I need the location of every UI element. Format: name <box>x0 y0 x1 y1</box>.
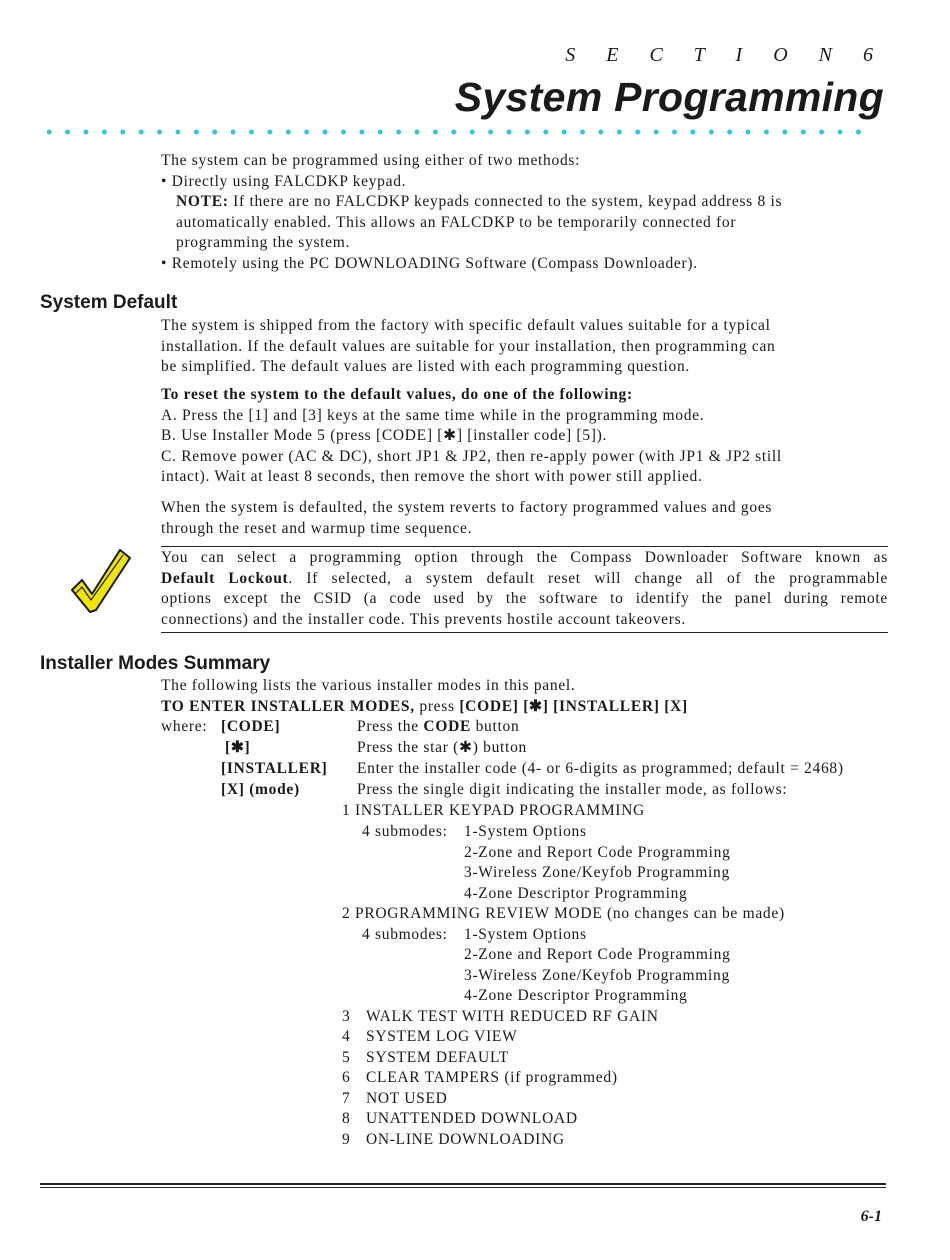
enter-press: press <box>414 697 460 715</box>
reset-step: A. Press the [1] and [3] keys at the same time while in the programming mode. <box>161 406 705 424</box>
enter-instruction <box>161 697 887 718</box>
note-box-line: You can select a programming option through the Compass Downloader Software known as <box>161 549 888 566</box>
note-line <box>161 192 887 213</box>
paragraph-line: through the reset and warmup time sequence. <box>161 519 473 537</box>
mode-number: 5 <box>342 1049 351 1066</box>
enter-keys: [CODE] [✱] [INSTALLER] [X] <box>459 697 688 715</box>
submode-item: 4-Zone Descriptor Programming <box>464 987 688 1004</box>
submode-item: 1-System Options <box>464 823 587 840</box>
intro-section <box>161 151 887 275</box>
desc-text: Press the <box>357 718 424 735</box>
key-installer: [INSTALLER] <box>221 760 328 777</box>
mode-label: ON-LINE DOWNLOADING <box>366 1131 565 1148</box>
submodes-label: 4 submodes: <box>362 823 448 840</box>
bullet-remote: • Remotely using the PC DOWNLOADING Software (Compass Downloader). <box>161 254 698 272</box>
submode-item: 4-Zone Descriptor Programming <box>464 885 688 902</box>
default-lockout-note <box>161 546 888 633</box>
submode-item: 3-Wireless Zone/Keyfob Programming <box>464 864 730 881</box>
note-label: NOTE: <box>176 193 229 211</box>
where-label: where: <box>161 718 208 735</box>
reset-heading: To reset the system to the default values, do one of the following: <box>161 386 633 403</box>
reset-step: intact). Wait at least 8 seconds, then remove the short with power still applied. <box>161 468 703 486</box>
mode-label: SYSTEM DEFAULT <box>366 1049 509 1066</box>
page-number: 6-1 <box>860 1208 882 1225</box>
note-box-line: options except the CSID (a code used by the software to identify the panel during remote <box>161 590 888 608</box>
system-default-heading: System Default <box>40 292 178 313</box>
note-line: programming the system. <box>176 234 351 252</box>
note-text: If there are no FALCDKP keypads connected to the system, keypad address 8 is <box>228 193 783 211</box>
page-title: System Programming <box>454 74 884 120</box>
reset-step: C. Remove power (AC & DC), short JP1 & JP2, then re-apply power (with JP1 & JP2 still <box>161 447 782 465</box>
note-box-line <box>161 569 888 590</box>
key-star: [✱] <box>225 739 251 756</box>
note-box-line: connections) and the installer code. This prevents hostile account takeovers. <box>161 610 686 628</box>
mode-item-1: 1 INSTALLER KEYPAD PROGRAMMING <box>342 802 645 819</box>
mode-item-2: 2 PROGRAMMING REVIEW MODE (no changes can be made) <box>342 905 785 922</box>
key-star-desc: Press the star (✱) button <box>357 739 527 756</box>
paragraph-line: When the system is defaulted, the system reverts to factory programmed values and goes <box>161 499 773 516</box>
desc-bold: CODE <box>423 718 472 735</box>
installer-modes-intro <box>161 676 887 717</box>
submodes-label: 4 submodes: <box>362 926 448 943</box>
key-installer-desc: Enter the installer code (4- or 6-digits as programmed; default = 2468) <box>357 760 844 777</box>
mode-label: WALK TEST WITH REDUCED RF GAIN <box>366 1008 659 1025</box>
footer-rule <box>40 1183 886 1185</box>
mode-label: CLEAR TAMPERS (if programmed) <box>366 1069 618 1086</box>
mode-number: 9 <box>342 1131 351 1148</box>
submode-item: 2-Zone and Report Code Programming <box>464 946 731 963</box>
mode-number: 6 <box>342 1069 351 1086</box>
footer-rule <box>40 1187 886 1188</box>
intro-line: The system can be programmed using either of two methods: <box>161 152 581 169</box>
dotted-divider <box>40 127 866 137</box>
default-lockout-term: Default Lockout <box>161 569 289 587</box>
mode-label: UNATTENDED DOWNLOAD <box>366 1110 578 1127</box>
enter-label: TO ENTER INSTALLER MODES, <box>161 697 415 715</box>
mode-label: NOT USED <box>366 1090 448 1107</box>
defaulted-paragraph <box>161 498 887 539</box>
mode-label: SYSTEM LOG VIEW <box>366 1028 518 1045</box>
paragraph-line: The system is shipped from the factory with specific default values suitable for a typical <box>161 317 771 334</box>
paragraph-line: installation. If the default values are suitable for your installation, then programming can <box>161 337 776 355</box>
key-code-desc <box>357 717 519 738</box>
checkmark-icon <box>66 546 132 614</box>
section-label: S E C T I O N 6 <box>565 44 886 66</box>
bullet-keypad: • Directly using FALCDKP keypad. <box>161 172 407 190</box>
mode-number: 7 <box>342 1090 351 1107</box>
mode-number: 3 <box>342 1008 351 1025</box>
submode-item: 1-System Options <box>464 926 587 943</box>
mode-number: 8 <box>342 1110 351 1127</box>
mode-number: 4 <box>342 1028 351 1045</box>
key-code: [CODE] <box>221 718 281 735</box>
submode-item: 2-Zone and Report Code Programming <box>464 844 731 861</box>
note-box-text: . If selected, a system default reset will change all of the programmable <box>288 569 888 587</box>
key-mode: [X] (mode) <box>221 781 300 798</box>
paragraph-line: be simplified. The default values are listed with each programming question. <box>161 358 690 376</box>
submode-item: 3-Wireless Zone/Keyfob Programming <box>464 967 730 984</box>
note-line: automatically enabled. This allows an FALCDKP to be temporarily connected for <box>176 213 737 231</box>
installer-modes-heading: Installer Modes Summary <box>40 653 271 674</box>
system-default-section <box>161 316 887 378</box>
desc-text: button <box>471 718 520 735</box>
paragraph-line: The following lists the various installer modes in this panel. <box>161 677 576 694</box>
key-mode-desc: Press the single digit indicating the installer mode, as follows: <box>357 781 788 798</box>
reset-instructions <box>161 385 887 488</box>
reset-step: B. Use Installer Mode 5 (press [CODE] [✱] [installer code] [5]). <box>161 427 608 445</box>
